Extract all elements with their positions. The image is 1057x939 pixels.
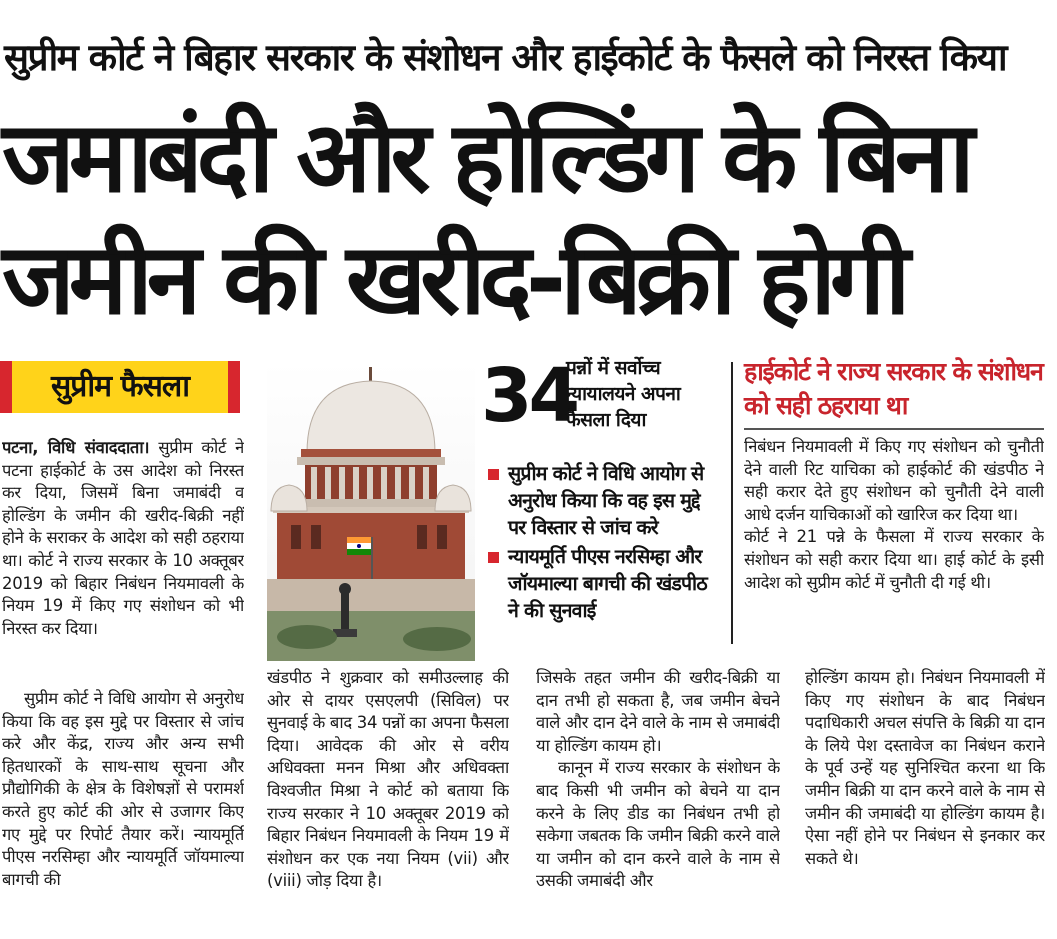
pages-count-caption: पन्नों में सर्वोच्च न्यायालयने अपना फैसला दिया <box>566 357 681 431</box>
sidebar-para2: कोर्ट ने 21 पन्ने के फैसला में राज्य सरकार के संशोधन को सही करार दिया था। हाई कोर्ट के इसी आदेश को सुप्रीम कोर्ट में चुनौती दी गई थी। <box>744 527 1044 592</box>
highlight-item <box>486 460 722 541</box>
article-column-1-bottom <box>2 688 244 928</box>
kicker-headline: सुप्रीम कोर्ट ने बिहार सरकार के संशोधन और हाईकोर्ट के फैसले को निरस्त किया <box>4 36 1007 79</box>
pages-count-number: 34 <box>481 353 576 439</box>
bullet-square-icon <box>488 552 499 563</box>
section-badge: सुप्रीम फैसला <box>0 361 240 413</box>
sidebar-title: हाईकोर्ट ने राज्य सरकार के संशोधन को सही ठहराया था <box>744 357 1043 420</box>
col1-para1: सुप्रीम कोर्ट ने पटना हाईकोर्ट के उस आदेश को निरस्त कर दिया, जिसमें बिना जमाबंदी व होल्डिंग के जमीन की खरीद-बिक्री नहीं होने के सराकर के आदेश को सही ठहराया था। कोर्ट ने राज्य सरकार के 10 अक्तूबर 2019 को बिहार निबंधन नियमावली के नियम 19 में किए गए संशोधन को भी निरस्त कर दिया। <box>2 438 244 638</box>
highlights-list <box>486 460 722 626</box>
col1-para2: सुप्रीम कोर्ट ने विधि आयोग से अनुरोध किया कि वह इस मुद्दे पर विस्तार से जांच करे और केंद्र, राज्य और अन्य सभी हितधारकों के साथ-साथ सूचना और प्रौद्योगिकी के क्षेत्र के विशेषज्ञों से परामर्श करते हुए कोर्ट की ओर से उजागर किए गए मुद्दे पर रिपोर्ट तैयार करें। न्यायमूर्ति पीएस नरसिम्हा और न्यायमूर्ति जॉयमाल्या बागची की <box>2 689 244 889</box>
article-column-4 <box>805 667 1045 929</box>
article-column-1-top <box>2 437 244 683</box>
supreme-court-photo <box>267 361 475 661</box>
sidebar-rule <box>744 428 1044 430</box>
main-headline-line2: जमीन की खरीद-बिक्री होगी <box>2 223 905 337</box>
col3-para1: जिसके तहत जमीन की खरीद-बिक्री या दान तभी हो सकता है, जब जमीन बेचने वाले और दान देने वाले के नाम से जमाबंदी या होल्डिंग कायम हो। <box>536 668 780 755</box>
highlight-text: न्यायमूर्ति पीएस नरसिम्हा और जॉयमाल्या बागची की खंडपीठ ने की सुनवाई <box>508 545 707 622</box>
article-column-2 <box>267 667 509 929</box>
sidebar-para1: निबंधन नियमावली में किए गए संशोधन को चुनौती देने वाली रिट याचिका को हाईकोर्ट की खंडपीठ ने सही करार देते हुए संशोधन को चुनौती देने वाली आधे दर्जन याचिकाओं को खारिज कर दिया था। <box>744 437 1044 524</box>
main-headline-line1: जमाबंदी और होल्डिंग के बिना <box>2 101 969 215</box>
col2-para1: खंडपीठ ने शुक्रवार को समीउल्लाह की ओर से दायर एसएलपी (सिविल) पर सुनवाई के बाद 34 पन्नों का अपना फैसला दिया। आवेदक की ओर से वरीय अधिवक्ता मनन मिश्रा और अधिवक्ता विश्वजीत मिश्रा ने कोर्ट को बताया कि राज्य सरकार ने 10 अक्तूबर 2019 को बिहार निबंधन नियमावली के नियम 19 में संशोधन कर एक नया नियम (vii) और (viii) जोड़ दिया है। <box>267 668 509 891</box>
bullet-square-icon <box>488 469 499 480</box>
dateline: पटना, विधि संवाददाता। <box>2 438 150 457</box>
highlight-text: सुप्रीम कोर्ट ने विधि आयोग से अनुरोध किया कि वह इस मुद्दे पर विस्तार से जांच करे <box>508 462 704 539</box>
sidebar-body <box>744 436 1044 648</box>
highlight-item <box>486 543 722 624</box>
col4-para1: होल्डिंग कायम हो। निबंधन नियमावली में किए गए संशोधन के बाद निबंधन पदाधिकारी अचल संपत्ति के बिक्री या दान के लिये पेश दस्तावेज का निबंधन कराने के पूर्व उन्हें यह सुनिश्चित करना था कि जमीन बिक्री या दान करने वाले के नाम से जमीन की जमाबंदी या होल्डिंग कायम है। ऐसा नहीं होने पर निबंधन से इनकार कर सकते थे। <box>805 668 1045 868</box>
col3-para2: कानून में राज्य सरकार के संशोधन के बाद किसी भी जमीन को बेचने या दान करने के लिए डीड का निबंधन तभी हो सकेगा जबतक कि जमीन बिक्री करने वाले या जमीन को दान करने वाले के नाम से उसकी जमाबंदी और <box>536 758 780 891</box>
column-divider <box>731 362 733 644</box>
article-column-3 <box>536 667 780 929</box>
